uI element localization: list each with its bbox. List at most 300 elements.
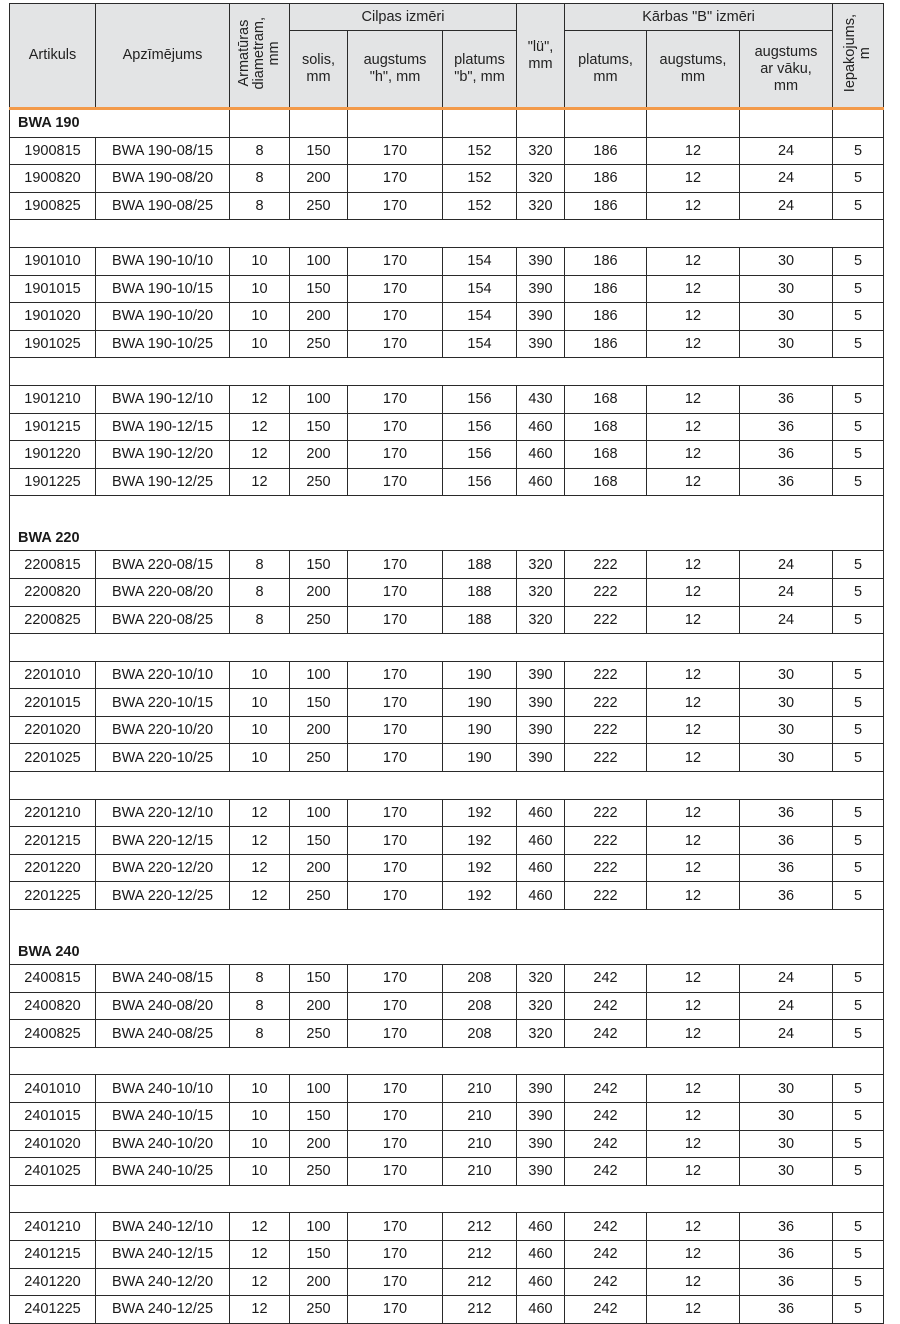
table-cell: 12 — [647, 854, 740, 882]
table-cell: 170 — [348, 413, 443, 441]
spacer-cell — [443, 634, 517, 662]
subgroup-spacer-row — [10, 358, 884, 386]
table-cell: 190 — [443, 716, 517, 744]
group-title: BWA 220 — [10, 496, 230, 551]
table-cell: 8 — [230, 165, 290, 193]
table-row — [10, 165, 884, 193]
header-augstums-h: augstums "h", mm — [348, 31, 443, 109]
table-cell: 36 — [740, 827, 833, 855]
table-cell: 320 — [517, 192, 565, 220]
table-cell: 12 — [647, 275, 740, 303]
table-cell: 5 — [833, 992, 884, 1020]
table-row — [10, 606, 884, 634]
spacer-cell — [443, 1185, 517, 1213]
table-cell: 5 — [833, 1213, 884, 1241]
table-cell: 460 — [517, 882, 565, 910]
table-cell: 10 — [230, 1075, 290, 1103]
table-cell: 208 — [443, 1020, 517, 1048]
table-cell: 170 — [348, 551, 443, 579]
spacer-cell — [565, 220, 647, 248]
header-armaturas-diametram: Armatūras diametram, mm — [230, 4, 290, 109]
table-cell: 460 — [517, 468, 565, 496]
table-cell: BWA 190-10/15 — [96, 275, 230, 303]
table-cell: 208 — [443, 965, 517, 993]
table-cell: 12 — [647, 992, 740, 1020]
header-karbas-platums: platums, mm — [565, 31, 647, 109]
table-cell: 10 — [230, 247, 290, 275]
table-cell: BWA 220-12/15 — [96, 827, 230, 855]
table-cell: 12 — [647, 1240, 740, 1268]
header-artikuls: Artikuls — [10, 4, 96, 109]
spacer-cell — [290, 772, 348, 800]
table-cell: 222 — [565, 882, 647, 910]
group-header-empty-cell — [647, 109, 740, 138]
table-cell: 12 — [647, 1268, 740, 1296]
table-cell: 2201225 — [10, 882, 96, 910]
table-cell: 460 — [517, 441, 565, 469]
table-row — [10, 827, 884, 855]
table-cell: BWA 240-10/20 — [96, 1130, 230, 1158]
table-cell: 192 — [443, 827, 517, 855]
table-cell: 208 — [443, 992, 517, 1020]
table-cell: 170 — [348, 606, 443, 634]
table-row — [10, 661, 884, 689]
table-row — [10, 275, 884, 303]
table-cell: 170 — [348, 441, 443, 469]
table-row — [10, 1020, 884, 1048]
table-cell: 5 — [833, 413, 884, 441]
spacer-cell — [348, 220, 443, 248]
table-cell: 460 — [517, 827, 565, 855]
table-cell: 170 — [348, 385, 443, 413]
table-cell: 170 — [348, 330, 443, 358]
spacer-cell — [647, 358, 740, 386]
table-cell: 152 — [443, 165, 517, 193]
table-cell: 170 — [348, 275, 443, 303]
table-row — [10, 192, 884, 220]
table-cell: 460 — [517, 1296, 565, 1324]
spacer-cell — [96, 358, 230, 386]
table-row — [10, 854, 884, 882]
header-lu: "lü", mm — [517, 4, 565, 109]
table-cell: 12 — [647, 799, 740, 827]
table-cell: BWA 190-10/25 — [96, 330, 230, 358]
table-cell: BWA 190-08/25 — [96, 192, 230, 220]
spacer-cell — [833, 772, 884, 800]
table-cell: 242 — [565, 1213, 647, 1241]
table-cell: 5 — [833, 441, 884, 469]
spacer-cell — [740, 1185, 833, 1213]
table-row — [10, 799, 884, 827]
table-cell: 212 — [443, 1240, 517, 1268]
table-cell: 36 — [740, 413, 833, 441]
table-cell: 320 — [517, 165, 565, 193]
spacer-cell — [517, 634, 565, 662]
table-cell: 12 — [647, 689, 740, 717]
table-cell: 10 — [230, 275, 290, 303]
table-cell: 242 — [565, 1296, 647, 1324]
header-platums-b: platums "b", mm — [443, 31, 517, 109]
table-cell: 8 — [230, 606, 290, 634]
table-cell: 5 — [833, 303, 884, 331]
table-cell: BWA 240-12/15 — [96, 1240, 230, 1268]
table-row — [10, 441, 884, 469]
table-cell: 460 — [517, 854, 565, 882]
table-cell: 2201015 — [10, 689, 96, 717]
table-cell: 242 — [565, 1240, 647, 1268]
table-cell: 2401010 — [10, 1075, 96, 1103]
table-row — [10, 1103, 884, 1131]
table-cell: 5 — [833, 1103, 884, 1131]
table-row — [10, 578, 884, 606]
table-cell: BWA 240-08/15 — [96, 965, 230, 993]
table-cell: 12 — [230, 385, 290, 413]
table-cell: 150 — [290, 413, 348, 441]
table-cell: 210 — [443, 1158, 517, 1186]
table-cell: 1901210 — [10, 385, 96, 413]
spacer-cell — [348, 358, 443, 386]
spacer-cell — [833, 358, 884, 386]
table-row — [10, 413, 884, 441]
spacer-cell — [230, 1185, 290, 1213]
table-cell: 24 — [740, 606, 833, 634]
table-cell: 460 — [517, 799, 565, 827]
table-cell: 12 — [647, 744, 740, 772]
table-cell: 12 — [647, 1213, 740, 1241]
spacer-cell — [10, 358, 96, 386]
table-cell: 188 — [443, 606, 517, 634]
spacer-cell — [443, 772, 517, 800]
table-row — [10, 1240, 884, 1268]
table-cell: 12 — [647, 606, 740, 634]
table-body — [10, 109, 884, 1324]
table-cell: 24 — [740, 965, 833, 993]
table-cell: 36 — [740, 882, 833, 910]
table-cell: 390 — [517, 247, 565, 275]
table-row — [10, 551, 884, 579]
table-cell: 36 — [740, 468, 833, 496]
spacer-cell — [290, 358, 348, 386]
table-cell: 1901015 — [10, 275, 96, 303]
table-cell: 5 — [833, 1296, 884, 1324]
table-cell: 320 — [517, 1020, 565, 1048]
table-cell: 170 — [348, 1130, 443, 1158]
spacer-cell — [348, 1047, 443, 1075]
table-cell: 12 — [647, 1158, 740, 1186]
spacer-cell — [647, 220, 740, 248]
table-cell: 170 — [348, 689, 443, 717]
spacer-cell — [740, 772, 833, 800]
table-cell: 2201025 — [10, 744, 96, 772]
table-cell: 12 — [647, 330, 740, 358]
table-cell: 460 — [517, 1268, 565, 1296]
table-cell: 170 — [348, 192, 443, 220]
table-cell: 5 — [833, 1158, 884, 1186]
group-title: BWA 190 — [10, 109, 230, 138]
table-cell: 12 — [647, 1103, 740, 1131]
table-cell: 222 — [565, 744, 647, 772]
table-cell: 36 — [740, 1268, 833, 1296]
header-solis: solis, mm — [290, 31, 348, 109]
table-row — [10, 882, 884, 910]
table-cell: 5 — [833, 275, 884, 303]
table-cell: 2200820 — [10, 578, 96, 606]
table-cell: BWA 220-10/25 — [96, 744, 230, 772]
table-cell: 170 — [348, 468, 443, 496]
table-cell: 12 — [647, 661, 740, 689]
table-cell: BWA 190-12/10 — [96, 385, 230, 413]
table-cell: 390 — [517, 716, 565, 744]
table-cell: 1901020 — [10, 303, 96, 331]
table-cell: 12 — [230, 854, 290, 882]
table-cell: 8 — [230, 578, 290, 606]
spacer-cell — [740, 1047, 833, 1075]
group-header-spacer — [230, 496, 884, 551]
table-row — [10, 1213, 884, 1241]
table-cell: BWA 240-10/25 — [96, 1158, 230, 1186]
table-cell: 190 — [443, 661, 517, 689]
table-cell: 12 — [647, 247, 740, 275]
table-cell: 170 — [348, 1213, 443, 1241]
table-cell: 222 — [565, 689, 647, 717]
table-cell: BWA 220-08/15 — [96, 551, 230, 579]
table-cell: 12 — [647, 192, 740, 220]
table-cell: 188 — [443, 578, 517, 606]
table-row — [10, 468, 884, 496]
table-cell: 188 — [443, 551, 517, 579]
table-cell: 5 — [833, 744, 884, 772]
group-header-empty-cell — [443, 109, 517, 138]
table-cell: 5 — [833, 606, 884, 634]
table-cell: 5 — [833, 1268, 884, 1296]
table-cell: 2401020 — [10, 1130, 96, 1158]
table-cell: 210 — [443, 1103, 517, 1131]
table-cell: 210 — [443, 1075, 517, 1103]
group-header-empty-cell — [833, 109, 884, 138]
table-cell: BWA 240-10/10 — [96, 1075, 230, 1103]
table-cell: 390 — [517, 1130, 565, 1158]
table-cell: 1900820 — [10, 165, 96, 193]
table-cell: 12 — [230, 1296, 290, 1324]
table-cell: 36 — [740, 1296, 833, 1324]
table-row — [10, 303, 884, 331]
group-header-spacer — [230, 910, 884, 965]
table-cell: 10 — [230, 303, 290, 331]
table-cell: 170 — [348, 965, 443, 993]
table-cell: 154 — [443, 303, 517, 331]
table-cell: 200 — [290, 854, 348, 882]
spacer-cell — [443, 358, 517, 386]
table-cell: 5 — [833, 689, 884, 717]
table-cell: BWA 240-12/20 — [96, 1268, 230, 1296]
table-cell: 8 — [230, 192, 290, 220]
table-cell: 222 — [565, 799, 647, 827]
table-cell: 1900815 — [10, 137, 96, 165]
table-cell: 5 — [833, 1020, 884, 1048]
table-cell: 2400825 — [10, 1020, 96, 1048]
table-cell: 2401220 — [10, 1268, 96, 1296]
table-cell: 150 — [290, 551, 348, 579]
table-cell: 242 — [565, 1158, 647, 1186]
table-cell: 2401025 — [10, 1158, 96, 1186]
table-cell: 12 — [647, 965, 740, 993]
header-iepakojums: Iepakojums, m — [833, 4, 884, 109]
table-cell: 154 — [443, 247, 517, 275]
header-karbas-augstums: augstums, mm — [647, 31, 740, 109]
table-cell: 5 — [833, 551, 884, 579]
table-cell: 5 — [833, 799, 884, 827]
table-cell: 36 — [740, 1240, 833, 1268]
table-cell: 36 — [740, 1213, 833, 1241]
spacer-cell — [740, 634, 833, 662]
table-cell: 8 — [230, 551, 290, 579]
table-cell: 12 — [647, 413, 740, 441]
table-cell: 12 — [647, 827, 740, 855]
table-cell: 5 — [833, 385, 884, 413]
table-cell: 430 — [517, 385, 565, 413]
table-cell: 170 — [348, 854, 443, 882]
spacer-cell — [348, 772, 443, 800]
table-cell: 250 — [290, 1020, 348, 1048]
table-cell: 24 — [740, 137, 833, 165]
table-cell: 30 — [740, 1130, 833, 1158]
table-cell: 12 — [647, 137, 740, 165]
table-cell: 100 — [290, 1075, 348, 1103]
table-cell: 30 — [740, 247, 833, 275]
table-cell: 5 — [833, 1130, 884, 1158]
table-cell: 12 — [647, 882, 740, 910]
spacer-cell — [647, 1185, 740, 1213]
table-cell: 170 — [348, 744, 443, 772]
table-cell: 5 — [833, 578, 884, 606]
table-cell: 242 — [565, 992, 647, 1020]
table-cell: BWA 220-12/10 — [96, 799, 230, 827]
table-row — [10, 137, 884, 165]
table-cell: BWA 190-10/20 — [96, 303, 230, 331]
table-cell: 8 — [230, 137, 290, 165]
table-cell: 12 — [647, 165, 740, 193]
spacer-cell — [833, 220, 884, 248]
table-row — [10, 330, 884, 358]
table-cell: 212 — [443, 1296, 517, 1324]
table-cell: 2201220 — [10, 854, 96, 882]
subgroup-spacer-row — [10, 220, 884, 248]
table-cell: 12 — [230, 413, 290, 441]
spacer-cell — [230, 1047, 290, 1075]
table-cell: 170 — [348, 1296, 443, 1324]
group-header-empty-cell — [565, 109, 647, 138]
table-cell: 24 — [740, 578, 833, 606]
table-cell: 390 — [517, 303, 565, 331]
table-cell: 30 — [740, 661, 833, 689]
table-row — [10, 716, 884, 744]
table-cell: 30 — [740, 716, 833, 744]
table-cell: 30 — [740, 1103, 833, 1131]
table-cell: 168 — [565, 385, 647, 413]
spacer-cell — [348, 634, 443, 662]
table-cell: 242 — [565, 1103, 647, 1131]
table-cell: 212 — [443, 1213, 517, 1241]
table-cell: 2201010 — [10, 661, 96, 689]
table-cell: 242 — [565, 965, 647, 993]
table-cell: 222 — [565, 661, 647, 689]
spacer-cell — [10, 1185, 96, 1213]
spacer-cell — [10, 634, 96, 662]
table-cell: 390 — [517, 744, 565, 772]
spacer-cell — [740, 220, 833, 248]
header-karbas-augstums-ar-vaku: augstums ar vāku, mm — [740, 31, 833, 109]
table-cell: 12 — [230, 1268, 290, 1296]
table-cell: 320 — [517, 606, 565, 634]
group-header-row — [10, 910, 884, 965]
spacer-cell — [833, 634, 884, 662]
table-cell: 24 — [740, 192, 833, 220]
table-cell: 390 — [517, 275, 565, 303]
table-row — [10, 1075, 884, 1103]
table-cell: BWA 220-08/20 — [96, 578, 230, 606]
table-cell: 10 — [230, 689, 290, 717]
spacer-cell — [290, 220, 348, 248]
table-cell: 1901010 — [10, 247, 96, 275]
table-cell: 250 — [290, 1296, 348, 1324]
spacer-cell — [96, 1047, 230, 1075]
header-karbas-izmeri: Kārbas "B" izmēri — [565, 4, 833, 31]
table-cell: 100 — [290, 1213, 348, 1241]
table-cell: 12 — [230, 468, 290, 496]
spacer-cell — [96, 220, 230, 248]
table-cell: 390 — [517, 661, 565, 689]
table-cell: 154 — [443, 330, 517, 358]
table-cell: 250 — [290, 606, 348, 634]
table-cell: 168 — [565, 413, 647, 441]
spacer-cell — [517, 772, 565, 800]
table-cell: 250 — [290, 1158, 348, 1186]
table-cell: 250 — [290, 192, 348, 220]
table-cell: 150 — [290, 965, 348, 993]
table-cell: 10 — [230, 661, 290, 689]
table-cell: 200 — [290, 165, 348, 193]
table-cell: 1901215 — [10, 413, 96, 441]
table-cell: 168 — [565, 468, 647, 496]
table-cell: 2401015 — [10, 1103, 96, 1131]
table-cell: 210 — [443, 1130, 517, 1158]
subgroup-spacer-row — [10, 772, 884, 800]
group-header-empty-cell — [740, 109, 833, 138]
table-cell: 222 — [565, 854, 647, 882]
group-header-row — [10, 496, 884, 551]
table-cell: 10 — [230, 1130, 290, 1158]
table-cell: BWA 240-08/25 — [96, 1020, 230, 1048]
table-cell: 5 — [833, 468, 884, 496]
table-cell: 186 — [565, 303, 647, 331]
table-cell: BWA 220-10/20 — [96, 716, 230, 744]
spacer-cell — [647, 772, 740, 800]
table-row — [10, 1296, 884, 1324]
table-cell: 170 — [348, 716, 443, 744]
group-title: BWA 240 — [10, 910, 230, 965]
header-apzimejums: Apzīmējums — [96, 4, 230, 109]
table-cell: 390 — [517, 1075, 565, 1103]
table-cell: 200 — [290, 578, 348, 606]
table-cell: 5 — [833, 247, 884, 275]
table-cell: 100 — [290, 661, 348, 689]
table-cell: 150 — [290, 275, 348, 303]
table-cell: BWA 240-08/20 — [96, 992, 230, 1020]
table-cell: 200 — [290, 1268, 348, 1296]
spacer-cell — [96, 1185, 230, 1213]
spacer-cell — [96, 634, 230, 662]
spacer-cell — [517, 1047, 565, 1075]
